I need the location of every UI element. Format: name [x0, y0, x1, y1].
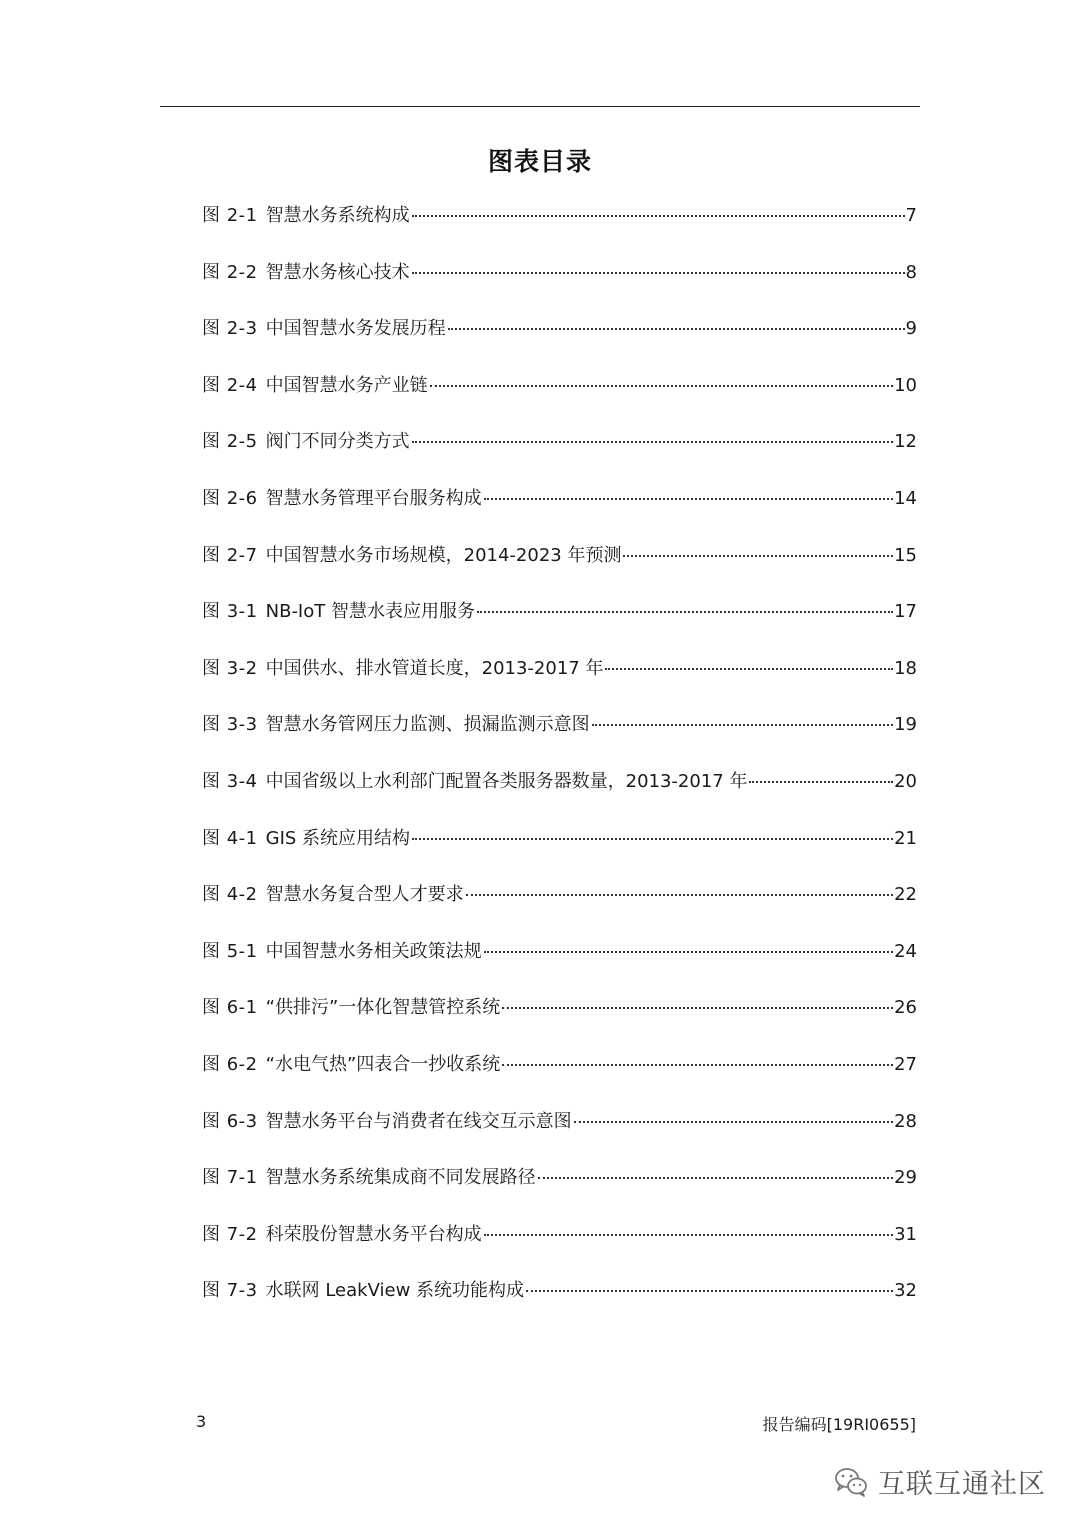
toc-entry-caption: 中国供水、排水管道长度，2013-2017 年 [265, 657, 604, 679]
toc-entry-label: 图 2-7 [202, 544, 258, 566]
toc-entry-label: 图 2-2 [202, 261, 258, 283]
toc-entry-label: 图 2-1 [202, 205, 258, 226]
toc-entry-label: 图 3-4 [202, 770, 258, 792]
toc-dot-leader [412, 818, 893, 840]
watermark [834, 1462, 1046, 1501]
toc-entry-label: 图 2-5 [202, 431, 258, 453]
toc-entry-page: 12 [894, 431, 917, 453]
toc-entry-caption: 中国省级以上水利部门配置各类服务器数量，2013-2017 年 [265, 770, 748, 792]
toc-entry-label: 图 2-4 [202, 374, 258, 396]
toc-entry[interactable] [202, 821, 917, 878]
toc-entry-label: 图 3-3 [202, 714, 258, 736]
toc-dot-leader [502, 987, 893, 1009]
header-rule [160, 106, 920, 107]
toc-entry[interactable] [202, 877, 917, 934]
toc-dot-leader [484, 931, 893, 953]
toc-entry-label: 图 7-2 [202, 1223, 258, 1245]
page-title: 图表目录 [487, 147, 592, 176]
footer-page-number: 3 [196, 1412, 207, 1431]
toc-entry[interactable] [202, 1273, 917, 1330]
toc-dot-leader [502, 1044, 893, 1066]
toc-entry-label: 图 7-3 [202, 1280, 258, 1302]
toc-entry-label: 图 5-1 [202, 940, 258, 962]
toc-entry[interactable] [202, 1217, 917, 1274]
footer-report-code: 报告编码[19RI0655] [762, 1415, 916, 1434]
toc-entry[interactable] [202, 1160, 917, 1217]
toc-entry-page: 19 [894, 714, 917, 736]
toc-entry[interactable] [202, 368, 917, 425]
toc-entry-caption: GIS 系统应用结构 [265, 827, 411, 849]
toc-dot-leader [466, 874, 893, 896]
toc-entry-page: 28 [894, 1110, 917, 1132]
toc-dot-leader [412, 421, 893, 443]
toc-entry-caption: 阀门不同分类方式 [265, 431, 410, 453]
toc-entry-page: 32 [894, 1280, 917, 1302]
toc-dot-leader [526, 1270, 893, 1292]
toc-entry[interactable] [202, 707, 917, 764]
toc-entry-caption: 中国智慧水务市场规模，2014-2023 年预测 [265, 544, 622, 566]
toc-entry-page: 31 [894, 1223, 917, 1245]
toc-entry-caption: 智慧水务平台与消费者在线交互示意图 [265, 1110, 572, 1132]
toc-entry-page: 10 [894, 374, 917, 396]
toc-entry[interactable] [202, 651, 917, 708]
toc-entry[interactable] [202, 1047, 917, 1104]
toc-entry-caption: 智慧水务复合型人才要求 [265, 884, 464, 906]
toc-entry-page: 29 [894, 1167, 917, 1189]
toc-dot-leader [605, 648, 893, 670]
toc-entry-page: 18 [894, 657, 917, 679]
toc-entry[interactable] [202, 990, 917, 1047]
toc-entry[interactable] [202, 594, 917, 651]
toc-dot-leader [592, 704, 893, 726]
toc-entry[interactable] [202, 1104, 917, 1161]
toc-dot-leader [749, 761, 893, 783]
toc-entry-label: 图 6-1 [202, 997, 258, 1019]
toc-entry-label: 图 2-3 [202, 318, 258, 340]
toc-entry-page: 7 [905, 205, 917, 226]
toc-dot-leader [412, 195, 905, 217]
toc-entry-caption: 智慧水务管网压力监测、损漏监测示意图 [265, 714, 590, 736]
toc-dot-leader [623, 535, 893, 557]
toc-entry[interactable] [202, 311, 917, 368]
toc-entry-caption: 中国智慧水务产业链 [265, 374, 428, 396]
toc-entry-label: 图 4-1 [202, 827, 258, 849]
toc-entry-caption: “供排污”一体化智慧管控系统 [265, 997, 501, 1019]
toc-entry[interactable] [202, 198, 917, 255]
toc-entry-label: 图 3-2 [202, 657, 258, 679]
toc-entry-caption: 科荣股份智慧水务平台构成 [265, 1223, 482, 1245]
toc-dot-leader [484, 478, 893, 500]
toc-entry-page: 20 [894, 770, 917, 792]
toc-entry[interactable] [202, 255, 917, 312]
toc-entry-page: 17 [894, 601, 917, 623]
toc-dot-leader [477, 591, 893, 613]
toc-entry-caption: 智慧水务系统集成商不同发展路径 [265, 1167, 536, 1189]
toc-entry-label: 图 7-1 [202, 1167, 258, 1189]
toc-dot-leader [412, 252, 905, 274]
toc-entry[interactable] [202, 424, 917, 481]
toc-entry-caption: 水联网 LeakView 系统功能构成 [265, 1280, 525, 1302]
toc-entry[interactable] [202, 538, 917, 595]
toc-entry-caption: 中国智慧水务发展历程 [265, 318, 446, 340]
toc-entry-caption: “水电气热”四表合一抄收系统 [265, 1053, 501, 1075]
toc-entry-label: 图 2-6 [202, 487, 258, 509]
toc-dot-leader [430, 365, 893, 387]
toc-entry-page: 14 [894, 487, 917, 509]
watermark-text: 互联互通社区 [878, 1469, 1046, 1500]
toc-entry-label: 图 4-2 [202, 884, 258, 906]
toc-dot-leader [538, 1157, 893, 1179]
wechat-icon [834, 1467, 868, 1497]
toc-entry-page: 9 [905, 318, 917, 340]
toc-entry-caption: 中国智慧水务相关政策法规 [265, 940, 482, 962]
toc-entry-label: 图 6-3 [202, 1110, 258, 1132]
toc-entry[interactable] [202, 934, 917, 991]
toc-entry-page: 26 [894, 997, 917, 1019]
toc-entry[interactable] [202, 481, 917, 538]
toc-entry[interactable] [202, 764, 917, 821]
toc-entry-caption: 智慧水务核心技术 [265, 261, 410, 283]
toc-entry-caption: 智慧水务管理平台服务构成 [265, 487, 482, 509]
toc-entry-page: 27 [894, 1053, 917, 1075]
toc-entry-page: 22 [894, 884, 917, 906]
toc-entry-page: 24 [894, 940, 917, 962]
toc-entry-page: 8 [905, 261, 917, 283]
toc-dot-leader [484, 1214, 893, 1236]
toc-entry-label: 图 3-1 [202, 601, 258, 623]
toc-entry-caption: NB-IoT 智慧水表应用服务 [265, 601, 475, 623]
toc-entry-label: 图 6-2 [202, 1053, 258, 1075]
toc-entry-page: 21 [894, 827, 917, 849]
toc-dot-leader [448, 308, 905, 330]
toc-entry-caption: 智慧水务系统构成 [265, 205, 410, 226]
toc-entry-page: 15 [894, 544, 917, 566]
toc-dot-leader [574, 1101, 893, 1123]
table-of-figures [202, 198, 917, 1330]
